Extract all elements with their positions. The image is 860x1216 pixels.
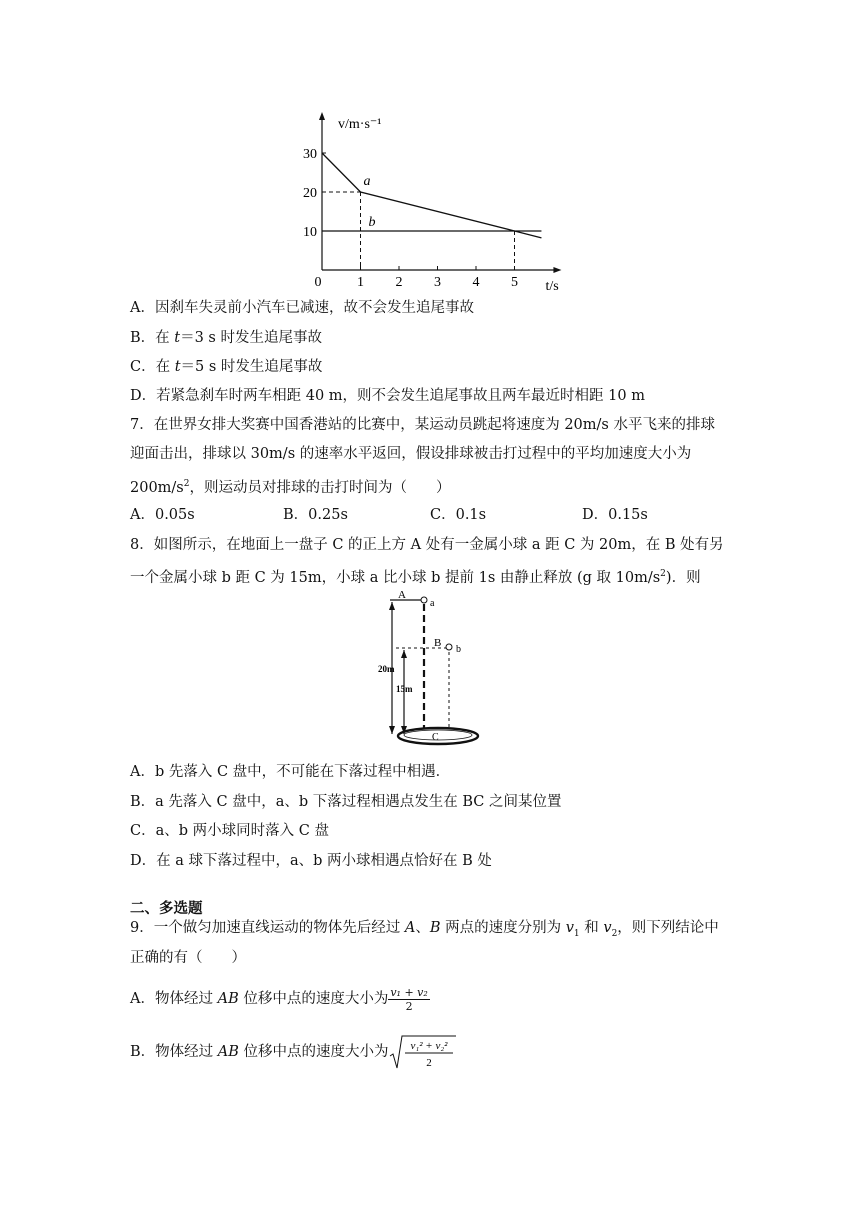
q7-option-a: A．0.05s bbox=[130, 507, 195, 523]
ball-b bbox=[446, 644, 452, 650]
q7-stem-line1: 7．在世界女排大奖赛中国香港站的比赛中，某运动员跳起将速度为 20m/s 水平飞来的排球 bbox=[130, 417, 715, 433]
fraction-a: $\frac{\text{v₁ + v₂}}{2}$ bbox=[390, 985, 428, 1013]
q8-option-a: A．b 先落入 C 盘中，不可能在下落过程中相遇． bbox=[130, 764, 451, 780]
x-tick-label-3: 3 bbox=[434, 275, 441, 290]
q7-stem-line3: $200m/s^2$，则运动员对排球的击打时间为（ ） bbox=[130, 479, 451, 496]
q7-option-b: B．0.25s bbox=[283, 507, 348, 523]
label-A: A bbox=[398, 589, 406, 601]
series-a-line bbox=[322, 153, 541, 238]
x-tick-label-2: 2 bbox=[395, 275, 403, 290]
x-tick-label-4: 4 bbox=[472, 275, 480, 290]
sqrt-expression bbox=[389, 1034, 457, 1070]
series-a-label: a bbox=[363, 174, 371, 189]
q6-option-d: D．若紧急刹车时两车相距 40 m，则不会发生追尾事故且两车最近时相距 10 m bbox=[130, 388, 645, 404]
q8-option-b: B．a 先落入 C 盘中，a、b 下落过程相遇点发生在 BC 之间某位置 bbox=[130, 794, 562, 810]
y-axis-label: v/m·s⁻¹ bbox=[338, 117, 382, 132]
x-tick-label-0: 0 bbox=[314, 275, 322, 290]
sqrt-numerator: v₁² + v₂² bbox=[410, 1040, 447, 1052]
section-title-multiple-choice: 二、多选题 bbox=[130, 901, 203, 917]
q6-option-a: A．因刹车失灵前小汽车已减速，故不会发生追尾事故 bbox=[130, 300, 474, 316]
vt-graph-labels bbox=[303, 117, 559, 290]
q8-stem-line2: 一个金属小球 b 距 C 为 15m，小球 a 比小球 b 提前 1s 由静止释放 (g 取 $10m/s^2$)．则 bbox=[130, 569, 701, 586]
y-tick-label-20: 20 bbox=[303, 186, 317, 201]
q8-option-c: C．a、b 两小球同时落入 C 盘 bbox=[130, 823, 329, 839]
sqrt-denominator: 2 bbox=[425, 1057, 432, 1069]
label-15m: 15m bbox=[396, 684, 413, 694]
y-tick-label-10: 10 bbox=[303, 225, 317, 240]
y-axis-arrow bbox=[319, 112, 325, 120]
label-20m: 20m bbox=[378, 664, 395, 674]
series-b-label: b bbox=[368, 215, 376, 230]
x-tick-label-1: 1 bbox=[357, 275, 364, 290]
vt-graph bbox=[295, 110, 565, 290]
label-a: a bbox=[430, 598, 435, 609]
q8-option-d: D．在 a 球下落过程中，a、b 两小球相遇点恰好在 B 处 bbox=[130, 853, 492, 869]
label-B: B bbox=[434, 637, 442, 649]
q6-option-b: B．在 t＝3 s 时发生追尾事故 bbox=[130, 330, 322, 346]
q7-option-c: C．0.1s bbox=[430, 507, 487, 523]
x-axis-label: t/s bbox=[545, 279, 559, 290]
q8-stem-line1: 8．如图所示，在地面上一盘子 C 的正上方 A 处有一金属小球 a 距 C 为 20m，在 B 处有另 bbox=[130, 537, 724, 553]
q9-stem-line2: 正确的有（ ） bbox=[130, 950, 246, 966]
q9-option-a: A．物体经过 AB 位移中点的速度大小为 $\frac{\text{v₁ + v₂}}{2}$ bbox=[130, 985, 428, 1013]
y-tick-label-30: 30 bbox=[303, 147, 317, 162]
q7-option-d: D．0.15s bbox=[582, 507, 648, 523]
x-tick-label-5: 5 bbox=[511, 275, 518, 290]
label-C: C bbox=[432, 732, 439, 743]
falling-balls-figure bbox=[368, 588, 488, 748]
q9-stem-line1: 9．一个做匀加速直线运动的物体先后经过 A、B 两点的速度分别为 $v_1$ 和 $v_2$，则下列结论中 bbox=[130, 920, 719, 939]
q7-stem-line2: 迎面击出，排球以 30m/s 的速率水平返回，假设排球被击打过程中的平均加速度大小为 bbox=[130, 446, 692, 462]
q9-option-b: B．物体经过 AB 位移中点的速度大小为 v₁² + v₂² 2 bbox=[130, 1034, 457, 1070]
label-b: b bbox=[456, 644, 461, 655]
ball-a bbox=[421, 597, 427, 603]
vt-graph-lines bbox=[319, 112, 561, 273]
q6-option-c: C．在 t＝5 s 时发生追尾事故 bbox=[130, 359, 323, 375]
x-axis-arrow bbox=[553, 267, 561, 273]
